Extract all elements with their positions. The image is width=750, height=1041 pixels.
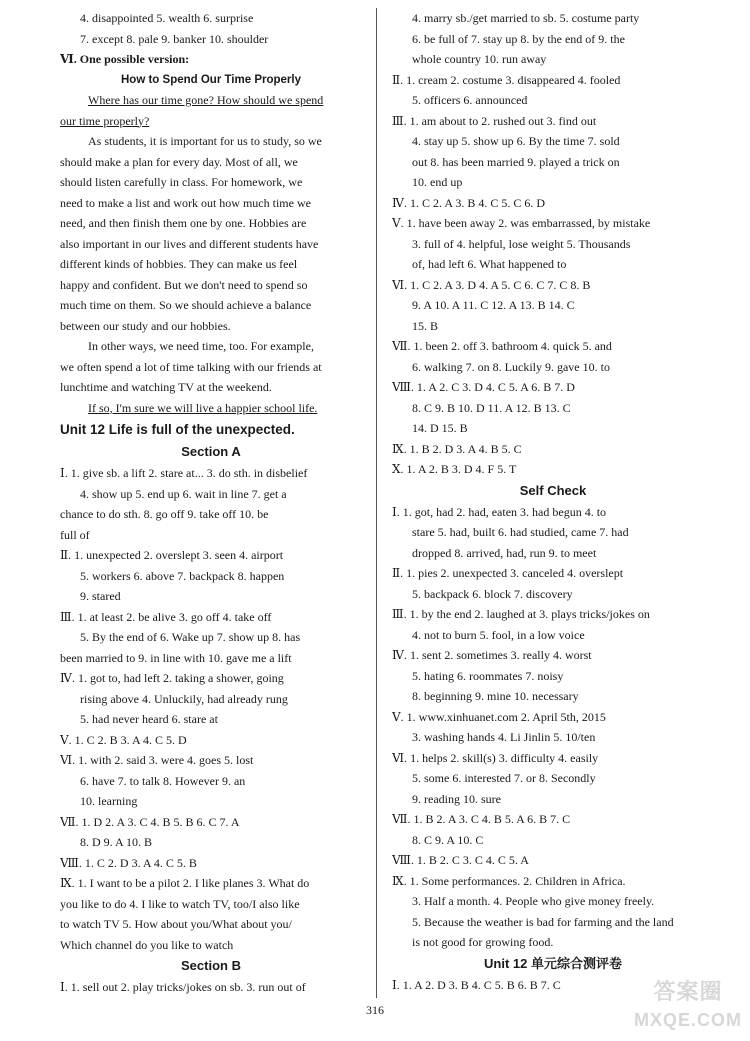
- answer-line: our time properly?: [60, 113, 150, 128]
- answer-line: should make a plan for every day. Most of all, we: [60, 154, 298, 169]
- answer-line: 15. B: [412, 318, 439, 333]
- answer-line: Ⅰ. 1. sell out 2. play tricks/jokes on sb. 3. run out of: [60, 980, 306, 994]
- answer-line: 10. learning: [80, 794, 138, 808]
- answer-line: 8. D 9. A 10. B: [80, 835, 153, 849]
- answer-line: 6. be full of 7. stay up 8. by the end of 9. the: [412, 31, 625, 46]
- answer-line: should listen carefully in class. For homework, we: [60, 175, 303, 189]
- section-heading: Section A: [181, 444, 241, 459]
- answer-line: 4. disappointed 5. wealth 6. surprise: [80, 11, 254, 25]
- watermark-url: MXQE.COM: [633, 1010, 742, 1030]
- answer-line: Ⅸ. 1. I want to be a pilot 2. I like planes 3. What do: [60, 876, 310, 890]
- answer-line: 5. some 6. interested 7. or 8. Secondly: [412, 771, 596, 785]
- answer-line: Ⅲ. 1. by the end 2. laughed at 3. plays tricks/jokes on: [392, 607, 650, 621]
- answer-line: happy and confident. But we don't need to spend so: [60, 277, 308, 292]
- answer-line: dropped 8. arrived, had, run 9. to meet: [412, 545, 597, 560]
- answer-line: 8. C 9. A 10. C: [412, 832, 484, 847]
- answer-line: need, and then finish them one by one. Hobbies are: [60, 216, 307, 230]
- right-column: [392, 8, 714, 995]
- essay-title: How to Spend Our Time Properly: [121, 73, 301, 86]
- answer-line: Ⅰ. 1. got, had 2. had, eaten 3. had begun 4. to: [392, 504, 607, 519]
- watermark: [634, 978, 742, 1034]
- answer-line: Where has our time gone? How should we spend: [88, 93, 324, 107]
- unit-heading: Unit 12 Life is full of the unexpected.: [60, 422, 295, 437]
- section-heading: Section B: [181, 958, 241, 973]
- answer-line: Ⅰ. 1. A 2. D 3. B 4. C 5. B 6. B 7. C: [392, 977, 561, 992]
- answer-line: chance to do sth. 8. go off 9. take off 10. be: [60, 507, 269, 521]
- answer-line: 5. officers 6. announced: [412, 93, 528, 107]
- answer-line: full of: [60, 527, 90, 542]
- answer-line: 5. Because the weather is bad for farming and the land: [412, 914, 674, 929]
- answer-line: Ⅲ. 1. at least 2. be alive 3. go off 4. take off: [60, 609, 272, 624]
- answer-line: 8. C 9. B 10. D 11. A 12. B 13. C: [412, 400, 571, 415]
- answer-line: 8. beginning 9. mine 10. necessary: [412, 689, 579, 703]
- answer-line: whole country 10. run away: [412, 52, 547, 66]
- answer-line: 3. Half a month. 4. People who give money freely.: [412, 894, 655, 908]
- answer-line: out 8. has been married 9. played a trick on: [412, 154, 620, 169]
- answer-line: 5. hating 6. roommates 7. noisy: [412, 668, 564, 683]
- answer-line: 10. end up: [412, 175, 463, 189]
- answer-line: In other ways, we need time, too. For example,: [88, 339, 314, 353]
- answer-line: 4. stay up 5. show up 6. By the time 7. sold: [412, 134, 620, 148]
- answer-line: 4. show up 5. end up 6. wait in line 7. get a: [80, 486, 287, 501]
- answer-line: 5. By the end of 6. Wake up 7. show up 8. has: [80, 630, 301, 644]
- answer-line: 3. washing hands 4. Li Jinlin 5. 10/ten: [412, 730, 596, 744]
- column-divider: [376, 8, 377, 998]
- answer-line: Ⅶ. 1. B 2. A 3. C 4. B 5. A 6. B 7. C: [392, 812, 571, 826]
- answer-line: you like to do 4. I like to watch TV, too/I also like: [60, 896, 300, 911]
- watermark-logo-text: 答案圈: [653, 979, 723, 1004]
- answer-line: Ⅹ. 1. A 2. B 3. D 4. F 5. T: [392, 462, 517, 476]
- answer-line: Ⅳ. 1. got to, had left 2. taking a shower, going: [60, 671, 284, 685]
- answer-line: Ⅴ. 1. have been away 2. was embarrassed, by mistake: [392, 216, 651, 230]
- answer-line: 9. reading 10. sure: [412, 791, 501, 806]
- answer-line: 3. full of 4. helpful, lose weight 5. Thousands: [412, 236, 631, 251]
- answer-line: 5. workers 6. above 7. backpack 8. happen: [80, 568, 285, 583]
- answer-line: 4. marry sb./get married to sb. 5. costume party: [412, 11, 640, 25]
- answer-line: different kinds of hobbies. They can make us feel: [60, 257, 298, 271]
- answer-line: As students, it is important for us to study, so we: [88, 134, 322, 148]
- answer-line: lunchtime and watching TV at the weekend.: [60, 380, 272, 394]
- answer-line: Ⅱ. 1. unexpected 2. overslept 3. seen 4. airport: [60, 548, 284, 562]
- left-column: [60, 8, 362, 998]
- answer-line: also important in our lives and different students have: [60, 236, 319, 251]
- answer-line: Ⅸ. 1. B 2. D 3. A 4. B 5. C: [392, 441, 522, 456]
- answer-line: Ⅱ. 1. pies 2. unexpected 3. canceled 4. overslept: [392, 566, 624, 580]
- answer-line: 6. walking 7. on 8. Luckily 9. gave 10. to: [412, 359, 610, 374]
- answer-line: Ⅷ. 1. A 2. C 3. D 4. C 5. A 6. B 7. D: [392, 380, 575, 394]
- answer-line: 6. have 7. to talk 8. However 9. an: [80, 773, 246, 788]
- answer-line: 9. stared: [80, 589, 121, 603]
- answer-line: Ⅵ. 1. C 2. A 3. D 4. A 5. C 6. C 7. C 8. B: [392, 277, 591, 292]
- answer-line: Ⅴ. 1. C 2. B 3. A 4. C 5. D: [60, 732, 187, 747]
- answer-line: Ⅴ. 1. www.xinhuanet.com 2. April 5th, 2015: [392, 709, 606, 724]
- answer-line: 7. except 8. pale 9. banker 10. shoulder: [80, 31, 269, 46]
- answer-line: been married to 9. in line with 10. gave me a lift: [60, 650, 292, 665]
- answer-line: Ⅵ. 1. helps 2. skill(s) 3. difficulty 4. easily: [392, 750, 599, 765]
- answer-line: to watch TV 5. How about you/What about you/: [60, 917, 292, 931]
- answer-line: Ⅶ. 1. D 2. A 3. C 4. B 5. B 6. C 7. A: [60, 814, 240, 829]
- answer-line: Ⅷ. 1. C 2. D 3. A 4. C 5. B: [60, 855, 197, 870]
- section-heading: Self Check: [519, 482, 587, 498]
- answer-line: Ⅶ. 1. been 2. off 3. bathroom 4. quick 5. and: [392, 339, 612, 353]
- answer-line: 5. backpack 6. block 7. discovery: [412, 586, 573, 601]
- answer-line: 9. A 10. A 11. C 12. A 13. B 14. C: [412, 298, 575, 312]
- answer-line: Ⅱ. 1. cream 2. costume 3. disappeared 4. fooled: [392, 72, 621, 87]
- answer-line: stare 5. had, built 6. had studied, came 7. had: [412, 525, 629, 539]
- answer-line: need to make a list and work out how much time we: [60, 195, 311, 210]
- section-heading: Unit 12 单元综合测评卷: [484, 955, 622, 971]
- answer-line: 14. D 15. B: [412, 421, 468, 435]
- answer-line: Ⅵ. One possible version:: [60, 52, 190, 66]
- answer-line: Ⅵ. 1. with 2. said 3. were 4. goes 5. lost: [60, 753, 254, 767]
- answer-line: between our study and our hobbies.: [60, 318, 231, 333]
- answer-line: Ⅰ. 1. give sb. a lift 2. stare at... 3. do sth. in disbelief: [60, 466, 308, 480]
- answer-line: Ⅲ. 1. am about to 2. rushed out 3. find out: [392, 113, 597, 128]
- answer-line: Ⅷ. 1. B 2. C 3. C 4. C 5. A: [392, 853, 529, 867]
- answer-line: of, had left 6. What happened to: [412, 257, 567, 271]
- answer-line: rising above 4. Unluckily, had already rung: [80, 691, 288, 706]
- answer-line: If so, I'm sure we will live a happier school life.: [88, 400, 318, 415]
- answer-line: Which channel do you like to watch: [60, 937, 234, 952]
- page-number: 316: [366, 1003, 384, 1017]
- answer-line: Ⅳ. 1. sent 2. sometimes 3. really 4. worst: [392, 648, 592, 662]
- answer-line: much time on them. So we should achieve a balance: [60, 298, 312, 312]
- answer-line: is not good for growing food.: [412, 935, 554, 949]
- answer-line: we often spend a lot of time talking with our friends at: [60, 359, 322, 374]
- answer-line: Ⅳ. 1. C 2. A 3. B 4. C 5. C 6. D: [392, 195, 546, 210]
- answer-line: 4. not to burn 5. fool, in a low voice: [412, 627, 585, 642]
- answer-line: Ⅸ. 1. Some performances. 2. Children in Africa.: [392, 873, 626, 888]
- answer-line: 5. had never heard 6. stare at: [80, 712, 218, 726]
